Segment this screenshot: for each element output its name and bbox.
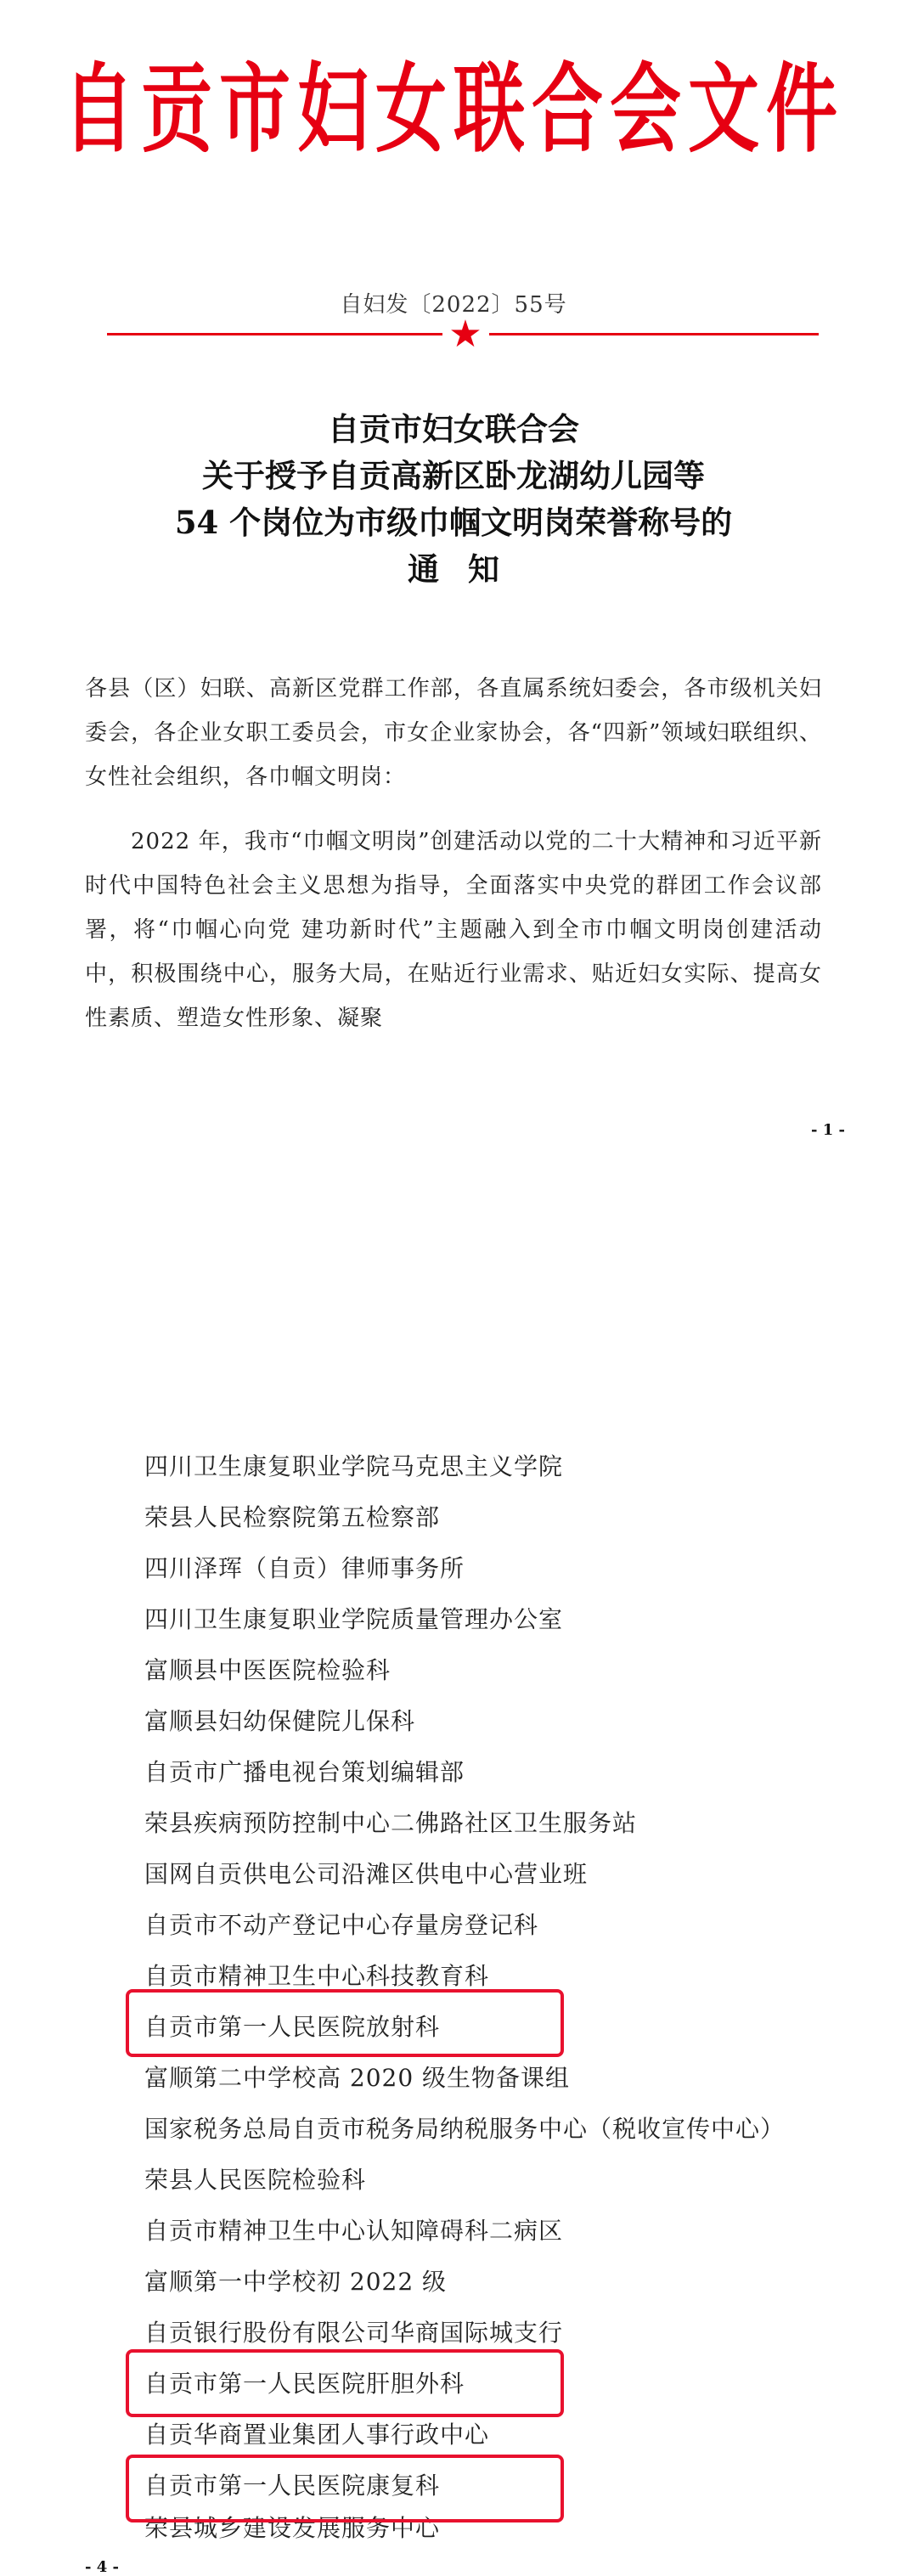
unit-list-item: 四川卫生康复职业学院马克思主义学院 <box>144 1452 564 1480</box>
red-divider-right <box>489 333 819 335</box>
page-number-1: - 1 - <box>811 1121 845 1139</box>
notice-title-line-4: 通知 <box>408 550 528 588</box>
unit-list-item: 国网自贡供电公司沿滩区供电中心营业班 <box>144 1860 589 1888</box>
unit-list-item-highlighted: 自贡市第一人民医院放射科 <box>144 2013 441 2041</box>
unit-list-item: 自贡华商置业集团人事行政中心 <box>144 2421 490 2449</box>
red-divider-left <box>107 333 442 335</box>
notice-addressee: 各县（区）妇联、高新区党群工作部，各直属系统妇委会，各市级机关妇委会，各企业女职工委员会，市女企业家协会，各“四新”领域妇联组织、女性社会组织，各巾帼文明岗： <box>85 676 822 790</box>
notice-title-line-1: 自贡市妇女联合会 <box>328 410 579 448</box>
unit-list-item-highlighted: 自贡市第一人民医院康复科 <box>144 2472 441 2500</box>
unit-list-item: 自贡银行股份有限公司华商国际城支行 <box>144 2319 564 2347</box>
unit-list-item: 富顺县中医医院检验科 <box>144 1656 392 1684</box>
unit-list-item: 荣县人民检察院第五检察部 <box>144 1503 441 1531</box>
unit-list-item: 荣县城乡建设发展服务中心 <box>144 2514 441 2542</box>
unit-list-item: 四川卫生康复职业学院质量管理办公室 <box>144 1605 564 1633</box>
document-header-title: 自贡市妇女联合会文件 <box>62 53 844 166</box>
unit-list-item: 富顺县妇幼保健院儿保科 <box>144 1707 416 1735</box>
notice-title-line-2: 关于授予自贡高新区卧龙湖幼儿园等 <box>202 457 705 494</box>
unit-list-item: 荣县疾病预防控制中心二佛路社区卫生服务站 <box>144 1809 638 1837</box>
unit-list-item: 自贡市广播电视台策划编辑部 <box>144 1758 465 1786</box>
unit-list-item: 自贡市精神卫生中心认知障碍科二病区 <box>144 2217 564 2245</box>
unit-list-item: 四川泽珲（自贡）律师事务所 <box>144 1554 465 1582</box>
page-number-4: - 4 - <box>85 2558 119 2576</box>
highlight-box-radiology <box>126 1989 564 2057</box>
unit-list-item-highlighted: 自贡市第一人民医院肝胆外科 <box>144 2370 465 2398</box>
highlight-box-hepatobiliary <box>126 2349 564 2417</box>
unit-list-item: 自贡市精神卫生中心科技教育科 <box>144 1962 490 1990</box>
notice-title-line-3: 54 个岗位为市级巾帼文明岗荣誉称号的 <box>174 504 733 541</box>
unit-list-item: 富顺第二中学校高 2020 级生物备课组 <box>144 2064 571 2092</box>
notice-title <box>0 406 907 593</box>
notice-body-paragraph: 2022 年，我市“巾帼文明岗”创建活动以党的二十大精神和习近平新时代中国特色社会主义思想为指导，全面落实中央党的群团工作会议部署，将“巾帼心向党 建功新时代”主题融入到全市巾帼文明岗创建活动中，积极围绕中心，服务大局，在贴近行业需求、贴近妇女实际、提高女性素质、塑造女性形象、凝聚 <box>85 829 822 1031</box>
document-number: 自妇发〔2022〕55号 <box>340 292 567 318</box>
red-star-icon: ★ <box>448 313 482 356</box>
unit-list-item: 富顺第一中学校初 2022 级 <box>144 2268 448 2296</box>
unit-list-item: 自贡市不动产登记中心存量房登记科 <box>144 1911 539 1939</box>
unit-list-item: 国家税务总局自贡市税务局纳税服务中心（税收宣传中心） <box>144 2115 786 2143</box>
unit-list-item: 荣县人民医院检验科 <box>144 2166 367 2194</box>
highlight-box-rehabilitation <box>126 2455 564 2522</box>
